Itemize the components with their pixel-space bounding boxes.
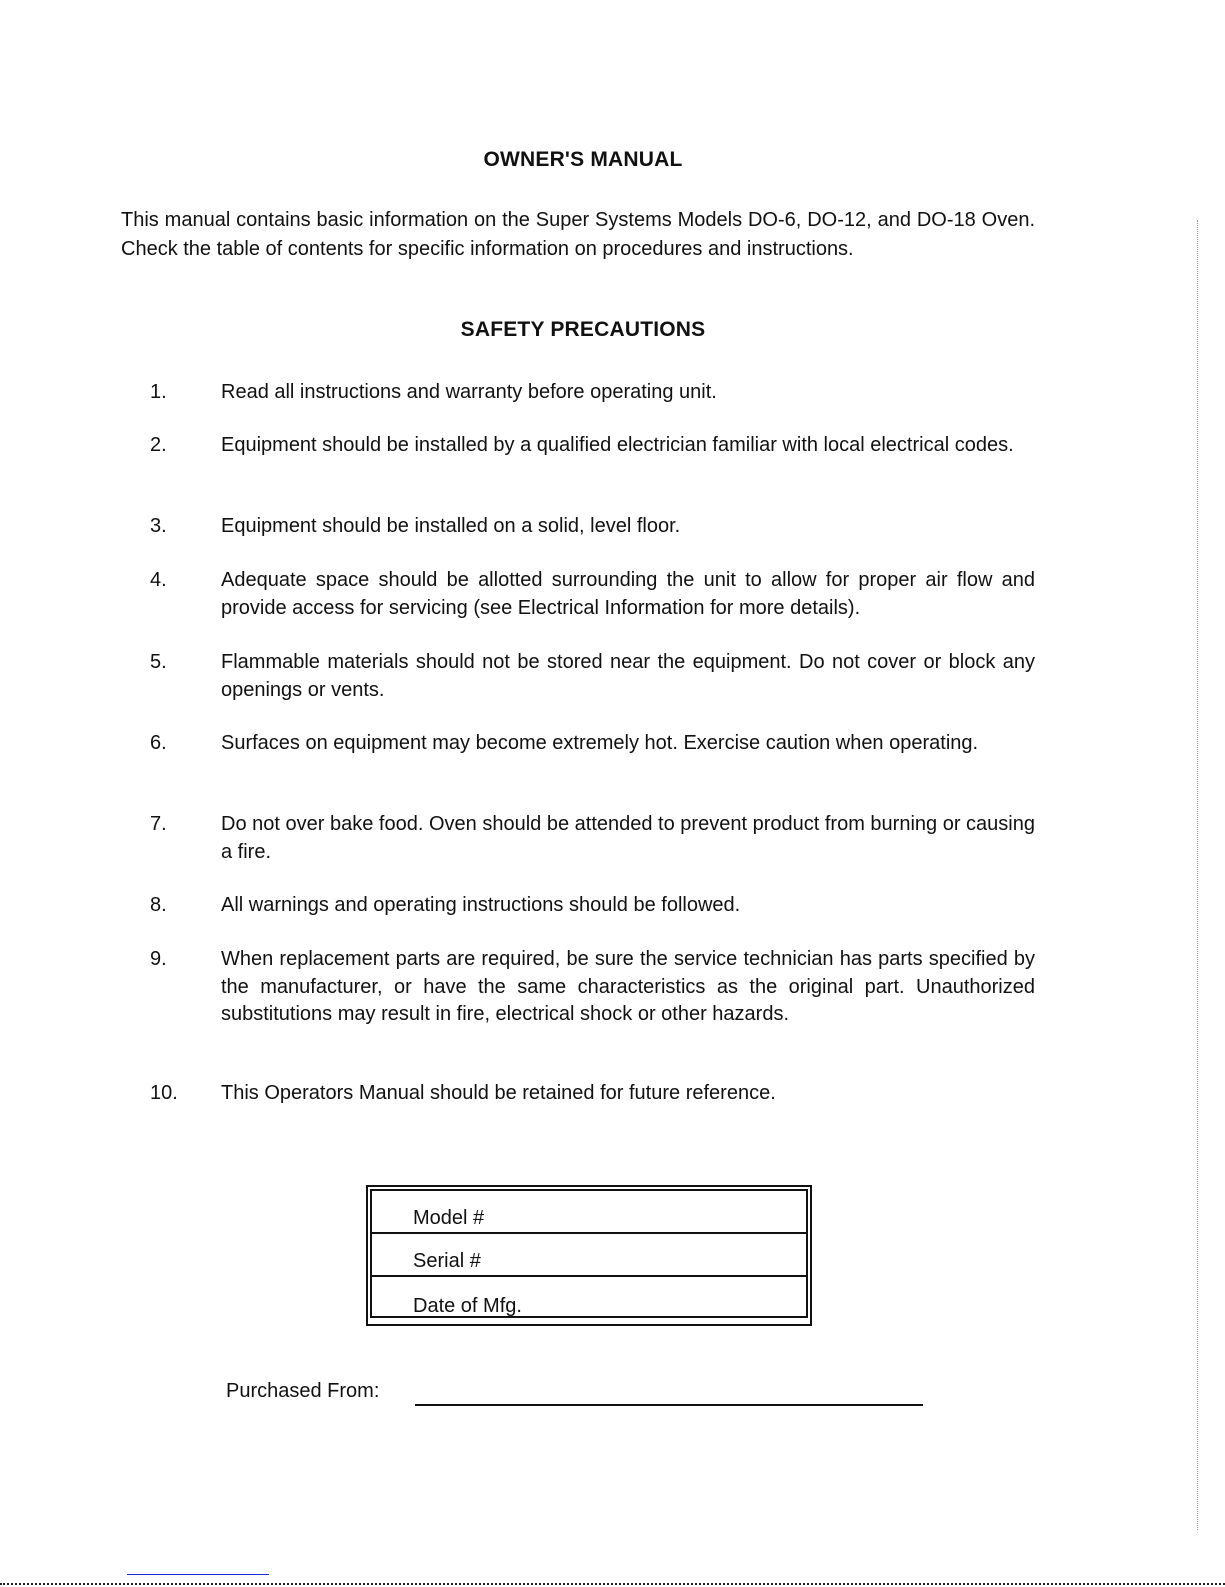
record-row-serial[interactable]: [372, 1234, 806, 1277]
purchased-from-field[interactable]: [415, 1404, 923, 1406]
list-item-number: 5.: [150, 651, 167, 673]
date-of-mfg-label: Date of Mfg.: [413, 1295, 522, 1317]
list-item-number: 3.: [150, 515, 167, 537]
list-item-number: 4.: [150, 569, 167, 591]
list-item-text: Do not over bake food. Oven should be attended to prevent product from burning or causing a fire.: [221, 813, 1035, 863]
record-row-date-of-mfg[interactable]: [372, 1277, 806, 1320]
list-item-number: 6.: [150, 732, 167, 754]
list-item-text: Equipment should be installed by a qualified electrician familiar with local electrical codes.: [221, 434, 1014, 456]
list-item-text: Read all instructions and warranty before operating unit.: [221, 381, 717, 403]
list-item-number: 8.: [150, 894, 167, 916]
list-item-number: 10.: [150, 1082, 178, 1104]
blue-underline-mark: [127, 1574, 269, 1575]
list-item-number: 9.: [150, 948, 167, 970]
list-item-number: 7.: [150, 813, 167, 835]
product-record-box: [366, 1185, 812, 1326]
product-record-table: [370, 1189, 808, 1318]
list-item-number: 1.: [150, 381, 167, 403]
list-item-text: Flammable materials should not be stored near the equipment. Do not cover or block any openings or vents.: [221, 651, 1035, 701]
model-number-label: Model #: [413, 1207, 485, 1229]
list-item-text: All warnings and operating instructions should be followed.: [221, 894, 741, 916]
list-item-text: Adequate space should be allotted surrounding the unit to allow for proper air flow and provide access for servicing (see Electrical Information for more details).: [221, 569, 1035, 619]
page-title: OWNER'S MANUAL: [483, 148, 683, 171]
list-item-number: 2.: [150, 434, 167, 456]
list-item-text: This Operators Manual should be retained for future reference.: [221, 1082, 776, 1104]
list-item-text: When replacement parts are required, be sure the service technician has parts specified by the manufacturer, or have the same characteristics as the original part. Unauthorized substitutions may result in fire, electrical shock or other hazards.: [221, 948, 1035, 1025]
scan-bottom-edge: [0, 1583, 1225, 1587]
section-heading-safety: SAFETY PRECAUTIONS: [460, 318, 706, 341]
purchased-from-label: Purchased From:: [226, 1380, 380, 1402]
record-row-model[interactable]: [372, 1191, 806, 1234]
list-item-text: Surfaces on equipment may become extremely hot. Exercise caution when operating.: [221, 732, 979, 754]
scan-edge-artifact: [1197, 220, 1199, 1530]
list-item-text: Equipment should be installed on a solid, level floor.: [221, 515, 681, 537]
serial-number-label: Serial #: [413, 1250, 481, 1272]
intro-paragraph: This manual contains basic information on the Super Systems Models DO-6, DO-12, and DO-18 Oven. Check the table of contents for specific information on procedures and instructions.: [121, 209, 1035, 260]
